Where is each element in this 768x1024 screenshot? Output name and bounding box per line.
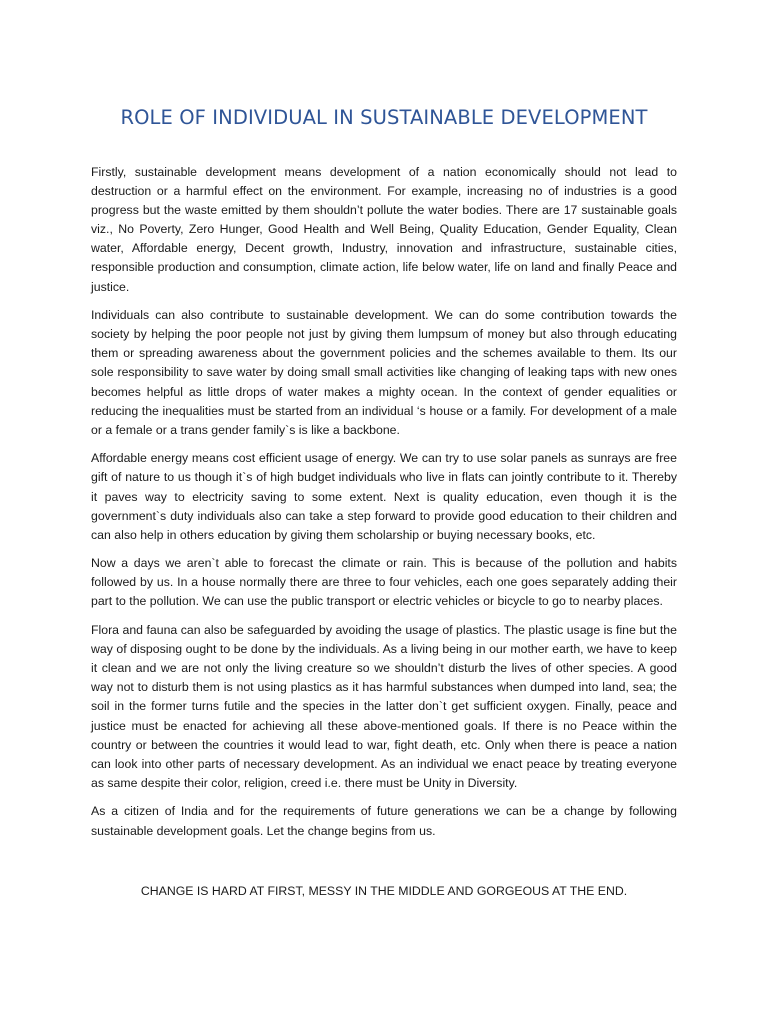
paragraph-flora-fauna-peace: Flora and fauna can also be safeguarded by avoiding the usage of plastics. The plastic usage is fine but the way of disposing ought to be done by the individuals. As a living being in our mother earth, we have to keep it clean and we are not only the living creature so we shouldn’t disturb the lives of other species. A good way not to disturb them is not using plastics as it has harmful substances when dumped into land, sea; the soil in the former turns futile and the species in the latter don`t get sufficient oxygen. Finally, peace and justice must be enacted for achieving all these above-mentioned goals. If there is no Peace within the country or between the countries it would lead to war, fight death, etc. Only when there is peace a nation can look into other parts of necessary development. As an individual we enact peace by treating everyone as same despite their color, religion, creed i.e. there must be Unity in Diversity.: [91, 623, 677, 790]
document-title: ROLE OF INDIVIDUAL IN SUSTAINABLE DEVELOPMENT: [120, 106, 648, 129]
document-body: [91, 163, 677, 850]
paragraph-affordable-energy: Affordable energy means cost efficient usage of energy. We can try to use solar panels as sunrays are free gift of nature to us though it`s of high budget individuals who live in flats can jointly contribute to it. Thereby it paves way to electricity saving to some extent. Next is quality education, even though it is the government`s duty individuals also can take a step forward to provide good education to their children and can also help in others education by giving them scholarship or buying necessary books, etc.: [91, 451, 677, 542]
paragraph-individual-contribution: Individuals can also contribute to sustainable development. We can do some contribution towards the society by helping the poor people not just by giving them lumpsum of money but also through educating them or spreading awareness about the government policies and the schemes available to them. Its our sole responsibility to save water by doing small small activities like changing of leaking taps with new ones becomes helpful as little drops of water makes a mighty ocean. In the context of gender equalities or reducing the inequalities must be started from an individual ‘s house or a family. For development of a male or a female or a trans gender family`s is like a backbone.: [91, 308, 677, 437]
closing-quote: CHANGE IS HARD AT FIRST, MESSY IN THE MIDDLE AND GORGEOUS AT THE END.: [140, 884, 628, 898]
paragraph-climate-pollution: Now a days we aren`t able to forecast the climate or rain. This is because of the pollution and habits followed by us. In a house normally there are three to four vehicles, each one goes separately adding their part to the pollution. We can use the public transport or electric vehicles or bicycle to go to nearby places.: [91, 556, 677, 609]
paragraph-conclusion: As a citizen of India and for the requirements of future generations we can be a change by following sustainable development goals. Let the change begins from us.: [91, 804, 677, 838]
paragraph-definition: Firstly, sustainable development means development of a nation economically should not lead to destruction or a harmful effect on the environment. For example, increasing no of industries is a good progress but the waste emitted by them shouldn’t pollute the water bodies. There are 17 sustainable goals viz., No Poverty, Zero Hunger, Good Health and Well Being, Quality Education, Gender Equality, Clean water, Affordable energy, Decent growth, Industry, innovation and infrastructure, sustainable cities, responsible production and consumption, climate action, life below water, life on land and finally Peace and justice.: [91, 165, 677, 294]
